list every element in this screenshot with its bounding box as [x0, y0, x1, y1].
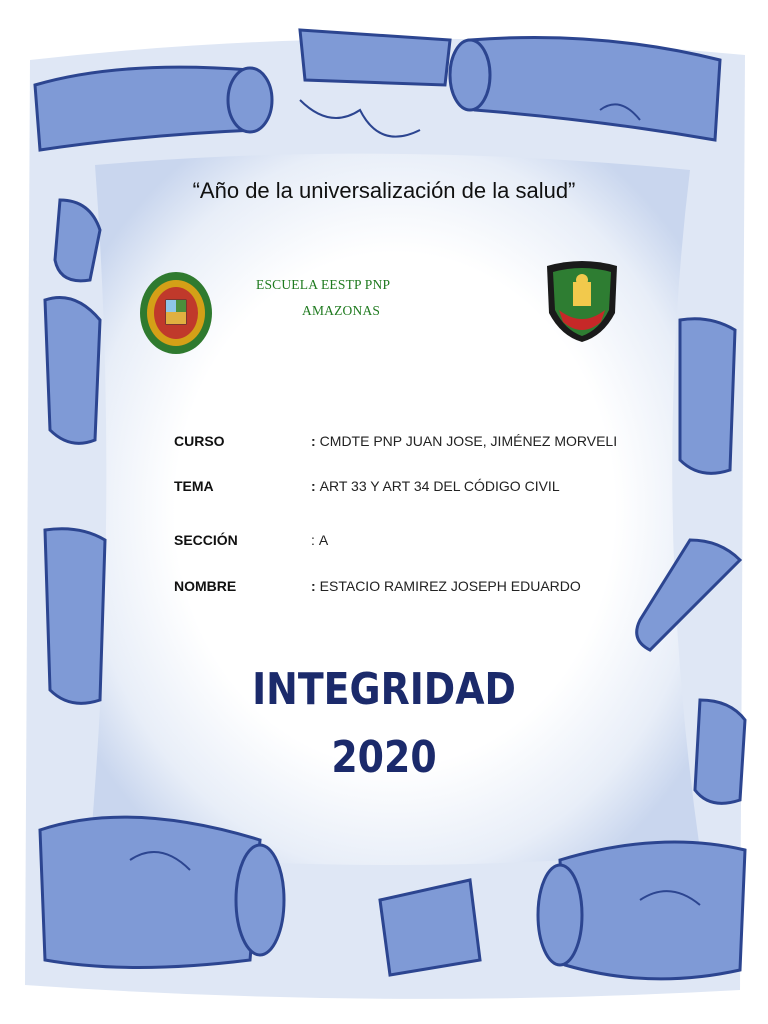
field-value-tema-text: ART 33 Y ART 34 DEL CÓDIGO CIVIL [319, 478, 560, 494]
field-value-seccion-text: A [318, 532, 329, 548]
field-label-tema: TEMA [174, 478, 214, 494]
field-value-seccion: : A [311, 532, 329, 548]
field-value-curso-text: CMDTE PNP JUAN JOSE, JIMÉNEZ MORVELI [319, 433, 618, 449]
year-heading: 2020 [331, 732, 437, 783]
title-heading: INTEGRIDAD [252, 664, 516, 715]
field-value-tema: : ART 33 Y ART 34 DEL CÓDIGO CIVIL [311, 478, 560, 494]
field-value-nombre: : ESTACIO RAMIREZ JOSEPH EDUARDO [311, 578, 581, 594]
field-value-curso: : CMDTE PNP JUAN JOSE, JIMÉNEZ MORVELI [311, 433, 618, 449]
motto-heading: “Año de la universalización de la salud” [192, 178, 576, 203]
school-name-line1: ESCUELA EESTP PNP [256, 277, 391, 292]
escuela-shield-logo [543, 258, 621, 344]
field-label-nombre: NOMBRE [174, 578, 237, 594]
field-value-nombre-text: ESTACIO RAMIREZ JOSEPH EDUARDO [319, 578, 581, 594]
field-label-seccion: SECCIÓN [174, 532, 238, 548]
pnp-emblem-logo [138, 270, 214, 356]
school-name-line2: AMAZONAS [302, 303, 381, 318]
field-label-curso: CURSO [174, 433, 225, 449]
